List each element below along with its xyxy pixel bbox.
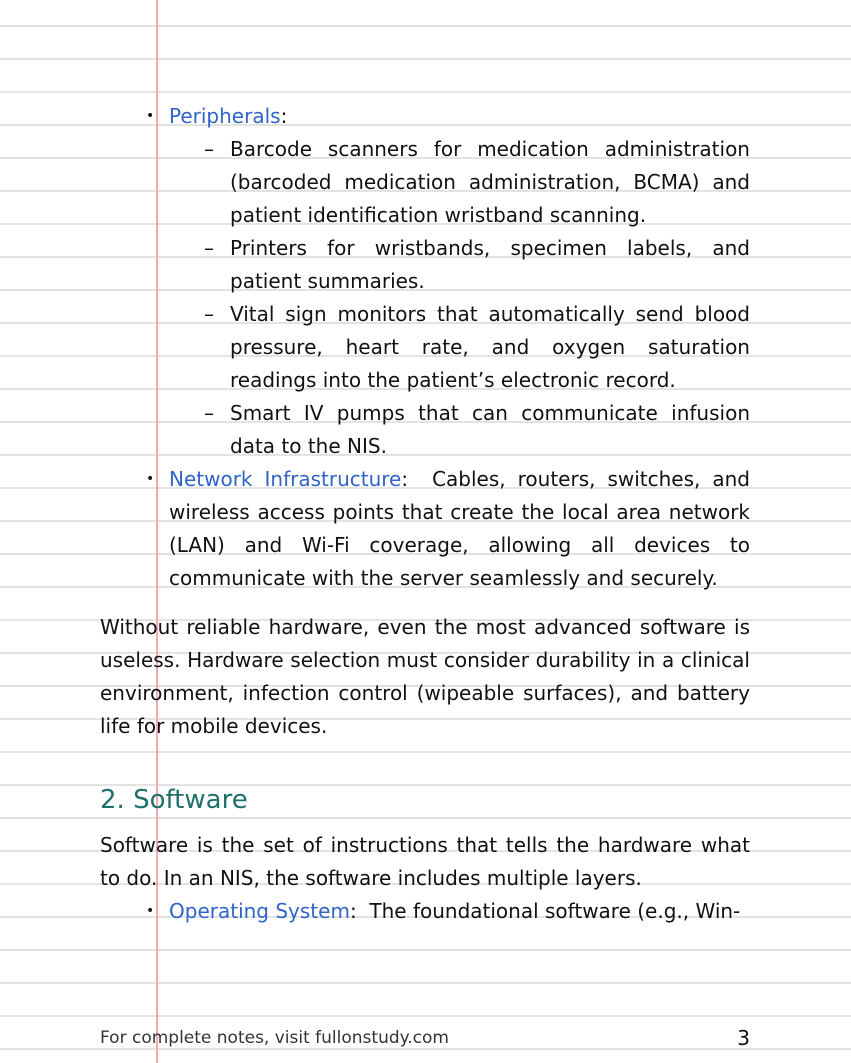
section-heading-software: 2. Software [100, 785, 248, 815]
software-paragraph: Software is the set of instructions that tells the hardware what to do. In an NIS, the software includes multiple layers. [100, 833, 750, 890]
hardware-paragraph: Without reliable hardware, even the most advanced software is useless. Hardware selection must consider durability in a clinical environment, infection control (wipeable surfaces), and battery life for mobile devices. [100, 615, 750, 738]
term-network-infrastructure: Network Infrastructure [169, 467, 402, 491]
page-number: 3 [737, 1026, 750, 1050]
peripherals-sublist [169, 133, 750, 463]
operating-system-text: The foundational software (e.g., Win- [369, 899, 741, 923]
page-footer [100, 1024, 750, 1052]
peripheral-item-printers: – Printers for wristbands, specimen labels, and patient summaries. [169, 232, 750, 298]
peripheral-item-barcode-scanners: – Barcode scanners for medication administration (barcoded medication administration, BCMA) and patient identification wristband scanning. [169, 133, 750, 232]
list-item-peripherals: • Peripherals: – Barcode scanners for medication administration (barcoded medication administration, BCMA) and patient identification wristband scanning. – Printers for wristbands, specimen labels, and patient summaries. – Vital sign monitors that automatically send blood pressure, heart rate, and oxygen saturation readings into the patient’s electronic record. – Smart IV pumps that can communicate infusion data to the NIS. [100, 100, 750, 463]
list-item-network-infrastructure: • Network Infrastructure: Cables, routers, switches, and wireless access points that create the local area network (LAN) and Wi-Fi coverage, allowing all devices to communicate with the server seamlessly and securely. [100, 463, 750, 595]
peripheral-item-smart-iv-pumps: – Smart IV pumps that can communicate infusion data to the NIS. [169, 397, 750, 463]
network-infrastructure-text: Cables, routers, switches, and wireless access points that create the local area network (LAN) and Wi-Fi coverage, allowing all devices to communicate with the server seamlessly and securely. [169, 467, 751, 590]
peripheral-item-vital-sign-monitors: – Vital sign monitors that automatically send blood pressure, heart rate, and oxygen saturation readings into the patient’s electronic record. [169, 298, 750, 397]
list-item-operating-system: • Operating System: The foundational software (e.g., Win- [100, 895, 750, 928]
page-content [100, 100, 750, 928]
software-layers-list [100, 895, 750, 928]
footer-note: For complete notes, visit fullonstudy.com [100, 1028, 449, 1048]
term-peripherals: Peripherals [169, 104, 281, 128]
hardware-components-list [100, 100, 750, 595]
term-operating-system: Operating System [169, 899, 350, 923]
